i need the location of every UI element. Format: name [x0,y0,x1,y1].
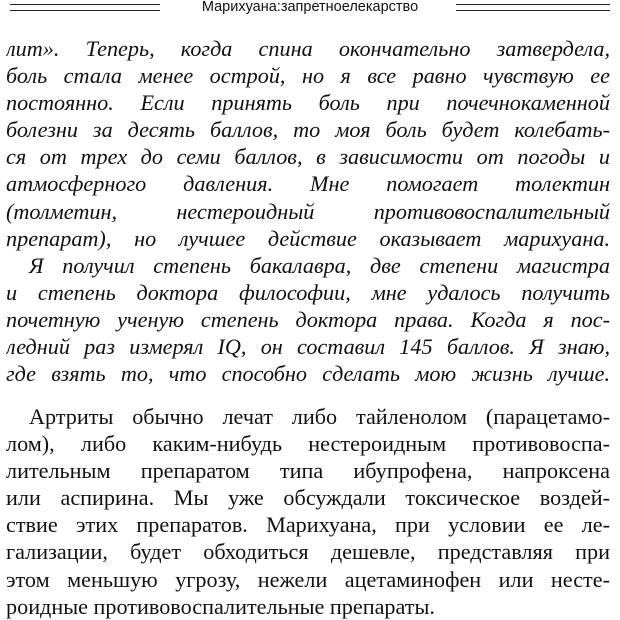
text-line: (толметин, нестероидный противовоспалительный [6,198,610,224]
text-line: ся от трех до семи баллов, в зависимости от погоды и [6,144,610,170]
text-line: где взять то, что способно сделать мою жизнь лучше. [6,361,610,387]
text-line: лом), либо каким-нибудь нестероидным противовоспа- [6,431,610,457]
text-line: Я получил степень бакалавра, две степени магистра [29,252,610,278]
header-rule-left [10,4,160,11]
header-rule-right [456,4,610,11]
quoted-testimony [6,35,610,387]
text-line: и степень доктора философии, мне удалось получить [6,279,610,305]
text-line: постоянно. Если принять боль при почечнокаменной [6,90,610,116]
text-line: лит». Теперь, когда спина окончательно затвердела, [6,36,610,61]
text-line: ствие этих препаратов. Марихуана, при условии ее ле- [6,512,610,538]
text-line: роидные противовоспалительные препараты. [6,593,435,619]
text-line: или аспирина. Мы уже обсуждали токсическое воздей- [6,485,610,511]
text-line: боль стала менее острой, но я все равно чувствую ее [6,63,610,89]
running-title: Марихуана:запретноелекарство [201,0,419,15]
text-line: почетную ученую степень доктора права. Когда я пос- [6,306,610,332]
text-line: ледний раз измерял IQ, он составил 145 баллов. Я знаю, [6,334,610,360]
text-line: гализации, будет обходиться дешевле, представляя при [6,539,610,565]
body-paragraph [6,403,610,620]
text-line: Артриты обычно лечат либо тайленолом (парацетамо- [29,404,610,429]
text-line: препарат), но лучшее действие оказывает марихуана. [6,225,610,251]
text-line: атмосферного давления. Мне помогает толектин [6,171,610,197]
text-line: этом меньшую угрозу, нежели ацетаминофен или несте- [6,566,610,592]
text-line: болезни за десять баллов, то моя боль будет колебать- [6,117,610,143]
page-header [0,0,620,16]
text-line: лительным препаратом типа ибупрофена, напроксена [6,458,610,484]
